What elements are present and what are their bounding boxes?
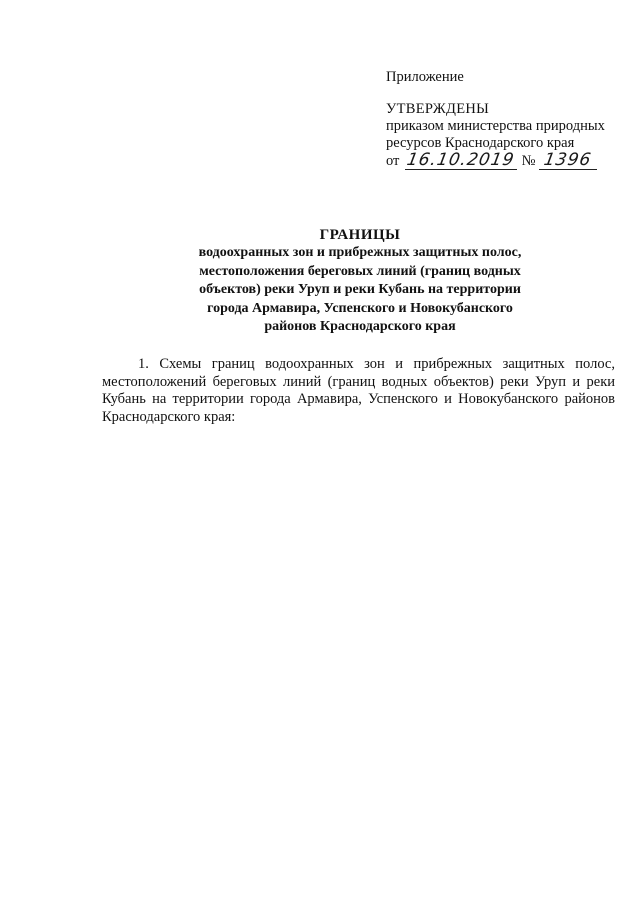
order-line-1: приказом министерства природных bbox=[386, 118, 605, 134]
title-line: местоположения береговых линий (границ водных bbox=[199, 263, 521, 279]
handwritten-number: 1396 bbox=[542, 150, 594, 170]
title-line: районов Краснодарского края bbox=[264, 319, 456, 335]
paragraph-line: Краснодарского края: bbox=[102, 408, 236, 425]
paragraph-line: Кубань на территории города Армавира, Успенского и Новокубанского районов bbox=[102, 391, 615, 408]
approval-block bbox=[386, 69, 626, 172]
document-title: ГРАНИЦЫ bbox=[319, 227, 401, 243]
date-field bbox=[405, 152, 517, 170]
number-field bbox=[539, 152, 597, 170]
title-line: водоохранных зон и прибрежных защитных полос, bbox=[198, 245, 522, 261]
handwritten-date: 16.10.2019 bbox=[405, 150, 517, 170]
number-sign: № bbox=[521, 153, 536, 169]
date-prefix: от bbox=[386, 153, 400, 169]
order-date-number-line bbox=[386, 152, 626, 172]
paragraph-line: местоположений береговых линий (границ водных объектов) реки Уруп и реки bbox=[102, 373, 615, 390]
document-title-block bbox=[150, 226, 570, 336]
appendix-label: Приложение bbox=[386, 69, 464, 85]
order-line-2: ресурсов Краснодарского края bbox=[386, 135, 575, 151]
body-paragraph bbox=[102, 356, 615, 426]
paragraph-line: 1. Схемы границ водоохранных зон и прибрежных защитных полос, bbox=[138, 356, 615, 372]
approved-label: УТВЕРЖДЕНЫ bbox=[386, 101, 490, 117]
title-line: города Армавира, Успенского и Новокубанского bbox=[207, 300, 513, 316]
title-line: объектов) реки Уруп и реки Кубань на территории bbox=[199, 282, 521, 298]
